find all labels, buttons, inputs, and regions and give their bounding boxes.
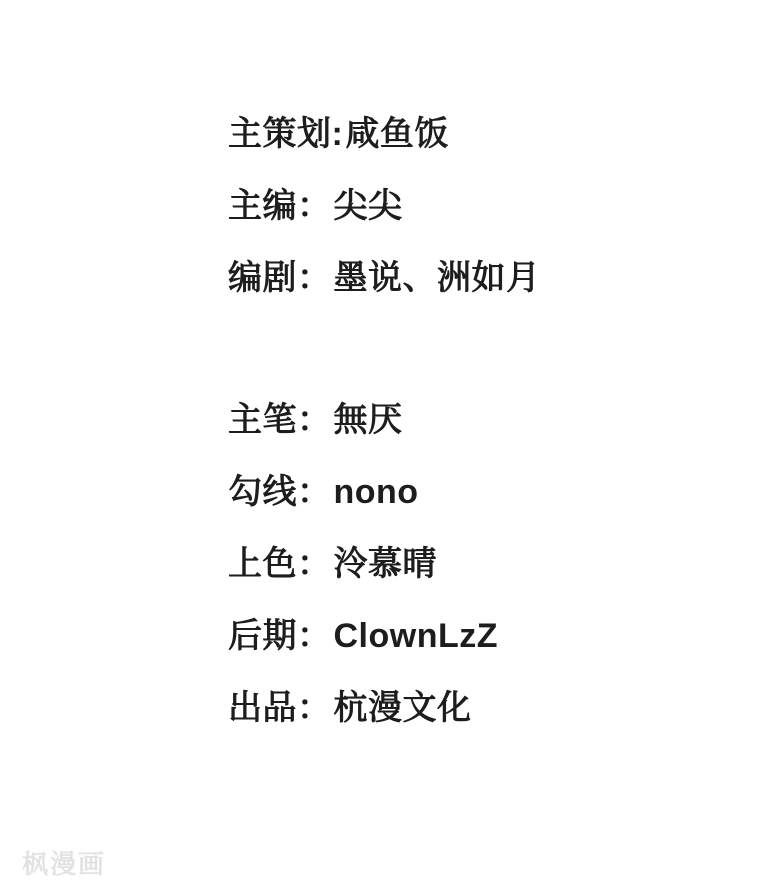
- credit-value: ClownLzZ: [333, 617, 499, 655]
- credit-value: 尖尖: [333, 187, 403, 225]
- credits-group-production: [228, 98, 728, 314]
- credit-role: 后期：: [228, 617, 332, 655]
- credit-line: [228, 600, 728, 672]
- credit-role: 主笔：: [228, 401, 332, 439]
- credit-line: [228, 384, 728, 456]
- credit-role: 主策划:: [228, 115, 344, 153]
- watermark: 枫漫画: [22, 849, 107, 879]
- credits-group-art: [228, 384, 728, 744]
- credit-role: 上色：: [228, 545, 332, 583]
- credit-value: 咸鱼饭: [345, 115, 449, 153]
- credit-role: 主编：: [228, 187, 332, 225]
- credits-group-divider: [228, 314, 728, 384]
- credit-value: 杭漫文化: [333, 689, 472, 727]
- credit-role: 编剧：: [228, 259, 332, 297]
- credit-line: [228, 528, 728, 600]
- credit-line: [228, 170, 728, 242]
- credit-line: [228, 98, 728, 170]
- credits-block: [228, 98, 728, 744]
- credit-line: [228, 242, 728, 314]
- credit-role: 勾线：: [228, 473, 332, 511]
- credit-value: 墨说、洲如月: [333, 259, 541, 297]
- credit-role: 出品：: [228, 689, 332, 727]
- credit-line: [228, 672, 728, 744]
- credit-line: [228, 456, 728, 528]
- credit-value: nono: [333, 473, 419, 511]
- credit-value: 無厌: [333, 401, 403, 439]
- credit-value: 泠慕晴: [333, 545, 437, 583]
